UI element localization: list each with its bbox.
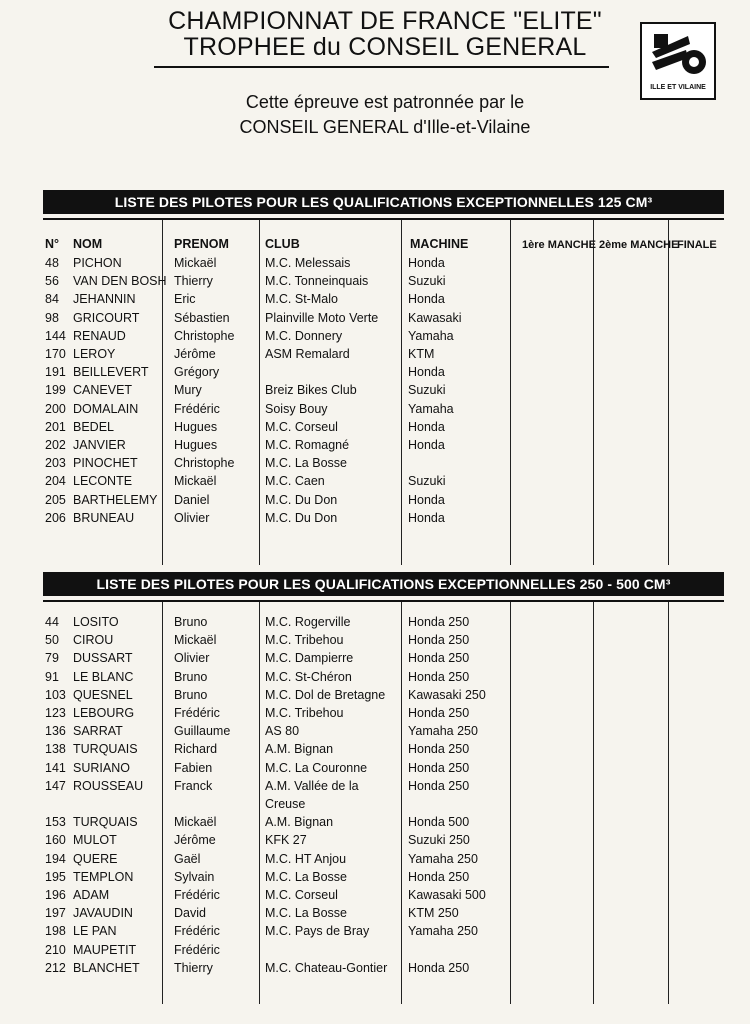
pilot-machine: Honda 250 [408, 651, 470, 666]
pilot-number: 212 [45, 960, 66, 975]
pilot-name: CIROU [73, 633, 114, 648]
pilot-club: M.C. HT Anjou [265, 851, 347, 866]
pilot-machine: Yamaha [408, 328, 454, 343]
pilot-number: 123 [45, 706, 66, 720]
pilot-machine: Suzuki 250 [408, 833, 470, 848]
pilot-number: 138 [45, 742, 66, 757]
pilot-firstname: Gaël [174, 851, 201, 866]
pilot-machine: Kawasaki 500 [408, 888, 486, 902]
pilot-name: VAN DEN BOSH [73, 274, 167, 289]
pilot-club: M.C. St-Malo [265, 292, 338, 307]
pilot-name: LE BLANC [73, 669, 134, 684]
pilot-firstname: Grégory [174, 365, 220, 380]
table-row [0, 904, 750, 922]
table-row [0, 254, 750, 272]
pilot-number: 200 [45, 401, 66, 416]
pilot-firstname: Christophe [174, 456, 235, 471]
pilot-number: 210 [45, 942, 66, 957]
pilot-club: M.C. Tonneinquais [265, 274, 369, 289]
pilot-firstname: Mickaël [174, 256, 217, 270]
pilot-name: LECONTE [73, 474, 133, 489]
pilot-club: A.M. Vallée de la Creuse [265, 778, 359, 811]
main-subtitle-title: TROPHEE du CONSEIL GENERAL [183, 33, 587, 61]
pilot-name: LOSITO [73, 615, 119, 629]
table-row [0, 363, 750, 381]
header-machine: MACHINE [410, 237, 469, 251]
header-nom: NOM [73, 237, 103, 251]
pilot-name: ROUSSEAU [73, 778, 144, 793]
pilot-firstname: Guillaume [174, 724, 231, 739]
pilot-firstname: Bruno [174, 615, 208, 629]
pilot-number: 194 [45, 851, 66, 866]
table-row [0, 922, 750, 940]
table-row [0, 777, 750, 811]
pilot-machine: Honda [408, 256, 445, 270]
pilot-name: PINOCHET [73, 456, 138, 471]
pilot-number: 203 [45, 456, 66, 471]
table-row [0, 722, 750, 740]
table-row [0, 704, 750, 722]
table-row [0, 454, 750, 472]
pilot-club: KFK 27 [265, 833, 307, 848]
pilot-club: M.C. La Bosse [265, 869, 347, 884]
pilot-name: MAUPETIT [73, 942, 137, 957]
pilot-firstname: Olivier [174, 510, 210, 525]
pilot-number: 103 [45, 687, 66, 702]
pilot-club: M.C. Melessais [265, 256, 351, 270]
section-250-500-rule [43, 600, 724, 602]
pilot-number: 141 [45, 760, 66, 775]
pilot-firstname: Bruno [174, 687, 208, 702]
pilot-club: M.C. Tribehou [265, 706, 344, 720]
pilot-name: LEBOURG [73, 706, 135, 720]
pilot-name: BARTHELEMY [73, 492, 158, 507]
pilot-club: A.M. Bignan [265, 815, 334, 830]
pilot-name: LE PAN [73, 924, 117, 939]
pilot-firstname: Mickaël [174, 633, 217, 648]
pilot-machine: Honda [408, 365, 445, 380]
pilot-number: 44 [45, 615, 59, 629]
pilot-name: TURQUAIS [73, 815, 138, 830]
table-row [0, 959, 750, 977]
sponsor-line-2: CONSEIL GENERAL d'Ille-et-Vilaine [239, 117, 531, 137]
section-250-500-title: LISTE DES PILOTES POUR LES QUALIFICATIONS EXCEPTIONNELLES 250 - 500 CM³ [43, 572, 724, 596]
pilot-club: M.C. Romagné [265, 438, 350, 452]
logo-caption: ILLE ET VILAINE [650, 84, 706, 91]
pilot-name: SURIANO [73, 760, 130, 775]
table-row [0, 272, 750, 290]
pilot-machine: KTM 250 [408, 906, 459, 921]
header-finale: FINALE [677, 239, 717, 251]
pilot-machine: Honda 250 [408, 960, 470, 975]
pilot-club: Breiz Bikes Club [265, 383, 357, 398]
ille-et-vilaine-logo [640, 22, 716, 100]
pilot-firstname: Frédéric [174, 888, 220, 902]
table-row [0, 649, 750, 667]
header-num: N° [45, 237, 60, 251]
pilot-name: JAVAUDIN [73, 906, 133, 921]
pilot-machine: Kawasaki [408, 310, 462, 325]
pilot-firstname: David [174, 906, 206, 921]
pilot-machine: Yamaha [408, 401, 454, 416]
pilot-club: M.C. Dampierre [265, 651, 354, 666]
pilot-club: M.C. Rogerville [265, 615, 351, 629]
pilot-number: 136 [45, 724, 66, 739]
pilot-firstname: Sylvain [174, 869, 215, 884]
pilot-club: M.C. La Couronne [265, 760, 368, 775]
pilot-firstname: Mickaël [174, 474, 217, 489]
pilot-firstname: Hugues [174, 419, 218, 434]
department-logo-icon [646, 28, 710, 82]
pilot-machine: Honda [408, 492, 445, 507]
table-row [0, 886, 750, 904]
pilot-number: 191 [45, 365, 66, 380]
pilot-machine: Honda 250 [408, 615, 470, 629]
pilot-firstname: Frédéric [174, 924, 220, 939]
pilot-firstname: Frédéric [174, 401, 220, 416]
pilot-number: 48 [45, 256, 59, 270]
pilot-club: M.C. La Bosse [265, 456, 347, 471]
table-row [0, 850, 750, 868]
pilot-number: 195 [45, 869, 66, 884]
section-125-rule [43, 218, 724, 220]
pilot-club: M.C. Caen [265, 474, 325, 489]
pilot-firstname: Mury [174, 383, 202, 398]
pilot-firstname: Fabien [174, 760, 213, 775]
pilot-number: 160 [45, 833, 66, 848]
pilot-firstname: Olivier [174, 651, 210, 666]
pilot-club: M.C. La Bosse [265, 906, 347, 921]
table-row [0, 613, 750, 631]
pilot-firstname: Thierry [174, 960, 213, 975]
pilot-machine: Honda 250 [408, 869, 470, 884]
pilot-number: 197 [45, 906, 66, 921]
title-block [120, 8, 650, 60]
pilot-name: LEROY [73, 347, 116, 361]
table-row [0, 472, 750, 490]
pilot-machine: Honda 250 [408, 633, 470, 648]
pilot-machine: Suzuki [408, 474, 446, 489]
pilot-club: M.C. Pays de Bray [265, 924, 370, 939]
pilot-firstname: Frédéric [174, 706, 220, 720]
pilot-name: ADAM [73, 888, 110, 902]
pilot-name: TURQUAIS [73, 742, 138, 757]
pilot-machine: Yamaha 250 [408, 851, 478, 866]
pilot-club: M.C. Donnery [265, 328, 343, 343]
pilot-machine: Honda 500 [408, 815, 470, 830]
main-title: CHAMPIONNAT DE FRANCE "ELITE" [168, 7, 602, 35]
table-row [0, 740, 750, 758]
pilot-number: 50 [45, 633, 59, 648]
pilot-firstname: Mickaël [174, 815, 217, 830]
pilot-name: QUESNEL [73, 687, 133, 702]
pilot-machine: Suzuki [408, 383, 446, 398]
header-manche-1: 1ère MANCHE [522, 239, 596, 251]
pilot-number: 201 [45, 419, 66, 434]
pilot-number: 202 [45, 438, 66, 452]
pilot-name: GRICOURT [73, 310, 140, 325]
table-row [0, 686, 750, 704]
pilot-name: RENAUD [73, 328, 126, 343]
pilot-club: M.C. Chateau-Gontier [265, 960, 388, 975]
table-row [0, 941, 750, 959]
pilot-club: M.C. Tribehou [265, 633, 344, 648]
pilot-number: 79 [45, 651, 59, 666]
pilot-machine: Honda [408, 419, 445, 434]
pilot-name: BRUNEAU [73, 510, 135, 525]
pilot-firstname: Richard [174, 742, 218, 757]
table-row [0, 290, 750, 308]
pilot-name: MULOT [73, 833, 117, 848]
pilot-club: M.C. Du Don [265, 510, 338, 525]
pilot-number: 204 [45, 474, 66, 489]
table-row [0, 400, 750, 418]
pilot-firstname: Christophe [174, 328, 235, 343]
pilot-number: 91 [45, 669, 59, 684]
pilot-number: 153 [45, 815, 66, 830]
section-125-title: LISTE DES PILOTES POUR LES QUALIFICATIONS EXCEPTIONNELLES 125 CM³ [43, 190, 724, 214]
pilot-name: BEDEL [73, 419, 114, 434]
sponsor-note [150, 90, 620, 140]
table-row [0, 418, 750, 436]
pilot-number: 98 [45, 310, 59, 325]
sponsor-line-1: Cette épreuve est patronnée par le [245, 92, 525, 112]
pilot-machine: Kawasaki 250 [408, 687, 486, 702]
pilot-number: 205 [45, 492, 66, 507]
table-row [0, 509, 750, 527]
table-row [0, 436, 750, 454]
table-row [0, 491, 750, 509]
pilot-club: M.C. Corseul [265, 888, 338, 902]
table-row [0, 759, 750, 777]
table-row [0, 381, 750, 399]
table-row [0, 345, 750, 363]
pilot-name: SARRAT [73, 724, 123, 739]
pilot-firstname: Sébastien [174, 310, 230, 325]
pilot-firstname: Thierry [174, 274, 213, 289]
table-row [0, 668, 750, 686]
pilot-club: Plainville Moto Verte [265, 310, 379, 325]
pilot-firstname: Jérôme [174, 347, 216, 361]
table-row [0, 327, 750, 345]
table-row [0, 831, 750, 849]
pilot-club: M.C. Corseul [265, 419, 338, 434]
pilot-machine: Yamaha 250 [408, 924, 478, 939]
pilot-club: Soisy Bouy [265, 401, 328, 416]
pilot-firstname: Bruno [174, 669, 208, 684]
pilot-machine: KTM [408, 347, 435, 361]
pilot-machine: Honda 250 [408, 778, 470, 793]
pilot-number: 170 [45, 347, 66, 361]
pilot-name: TEMPLON [73, 869, 134, 884]
pilot-name: JANVIER [73, 438, 126, 452]
pilot-number: 206 [45, 510, 66, 525]
pilot-name: BLANCHET [73, 960, 140, 975]
pilot-name: PICHON [73, 256, 122, 270]
pilot-machine: Honda [408, 438, 445, 452]
pilot-number: 147 [45, 778, 66, 793]
pilot-firstname: Hugues [174, 438, 218, 452]
pilot-number: 84 [45, 292, 59, 307]
header-club: CLUB [265, 237, 300, 251]
pilot-name: QUERE [73, 851, 118, 866]
pilot-machine: Honda [408, 292, 445, 307]
pilot-machine: Honda 250 [408, 742, 470, 757]
pilot-club: ASM Remalard [265, 347, 350, 361]
header-prenom: PRENOM [174, 237, 229, 251]
pilot-machine: Yamaha 250 [408, 724, 478, 739]
pilot-machine: Honda [408, 510, 445, 525]
header-manche-2: 2ème MANCHE [599, 239, 679, 251]
pilot-firstname: Frédéric [174, 942, 220, 957]
pilot-name: DUSSART [73, 651, 133, 666]
pilot-firstname: Franck [174, 778, 213, 793]
pilot-club: M.C. Dol de Bretagne [265, 687, 386, 702]
pilot-number: 196 [45, 888, 66, 902]
title-underline [154, 66, 609, 68]
pilot-club: M.C. St-Chéron [265, 669, 352, 684]
pilot-name: CANEVET [73, 383, 133, 398]
pilot-club: A.M. Bignan [265, 742, 334, 757]
pilot-firstname: Eric [174, 292, 196, 307]
table-row [0, 631, 750, 649]
pilot-number: 198 [45, 924, 66, 939]
pilot-firstname: Daniel [174, 492, 210, 507]
pilot-number: 56 [45, 274, 59, 289]
pilot-machine: Suzuki [408, 274, 446, 289]
table-row [0, 813, 750, 831]
pilot-club: M.C. Du Don [265, 492, 338, 507]
pilot-name: DOMALAIN [73, 401, 139, 416]
pilot-machine: Honda 250 [408, 760, 470, 775]
pilot-machine: Honda 250 [408, 669, 470, 684]
pilot-number: 199 [45, 383, 66, 398]
pilot-name: JEHANNIN [73, 292, 136, 307]
table-row [0, 868, 750, 886]
pilot-firstname: Jérôme [174, 833, 216, 848]
pilot-name: BEILLEVERT [73, 365, 149, 380]
table-row [0, 309, 750, 327]
pilot-machine: Honda 250 [408, 706, 470, 720]
pilot-number: 144 [45, 328, 66, 343]
pilot-club: AS 80 [265, 724, 300, 739]
